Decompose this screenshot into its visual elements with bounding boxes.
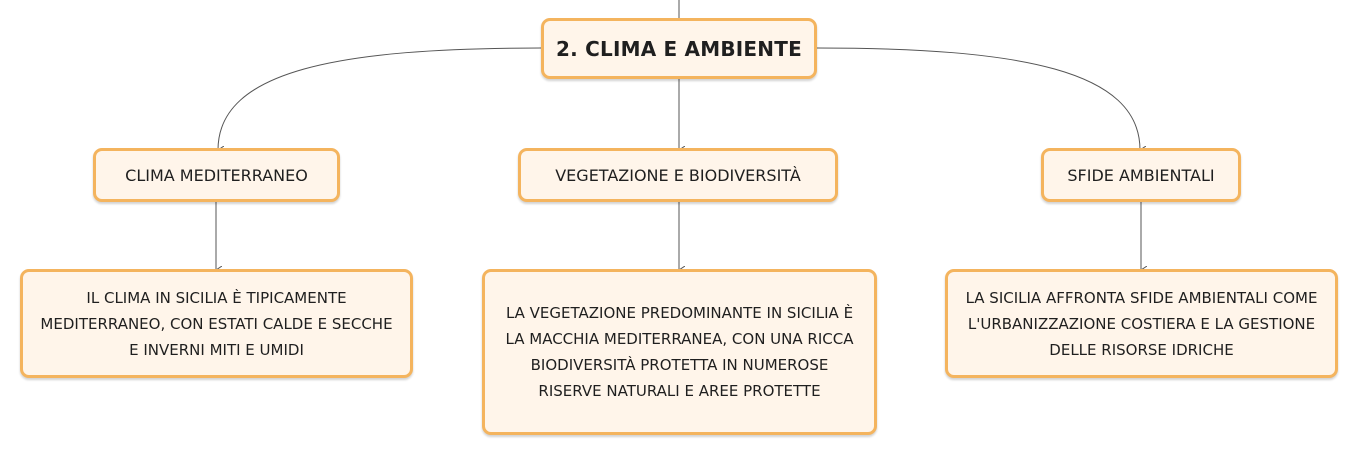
branch-node-label: SFIDE AMBIENTALI (1067, 165, 1215, 185)
detail-node-vegetazione[interactable] (482, 269, 877, 435)
detail-node-text: IL CLIMA IN SICILIA È TIPICAMENTE MEDITERRANEO, CON ESTATI CALDE E SECCHE E INVERNI MITI E UMIDI (40, 288, 393, 359)
detail-node-sfide[interactable] (945, 269, 1338, 378)
detail-node-text: LA VEGETAZIONE PREDOMINANTE IN SICILIA È LA MACCHIA MEDITERRANEA, CON UNA RICCA BIODIVERSITÀ PROTETTA IN NUMEROSE RISERVE NATURALI E AREE PROTETTE (505, 304, 854, 400)
root-node-label: 2. CLIMA E AMBIENTE (556, 36, 802, 61)
connector-root-to-clima (218, 48, 541, 150)
connector-root-to-sfide (817, 48, 1140, 150)
branch-node-clima-mediterraneo[interactable] (93, 148, 340, 202)
branch-node-sfide-ambientali[interactable] (1041, 148, 1241, 202)
branch-node-vegetazione-biodiversita[interactable] (518, 148, 838, 202)
detail-node-clima[interactable] (20, 269, 413, 378)
branch-node-label: CLIMA MEDITERRANEO (125, 165, 308, 185)
root-node[interactable] (541, 18, 817, 79)
detail-node-text: LA SICILIA AFFRONTA SFIDE AMBIENTALI COME L'URBANIZZAZIONE COSTIERA E LA GESTIONE DELLE RISORSE IDRICHE (965, 288, 1318, 359)
branch-node-label: VEGETAZIONE E BIODIVERSITÀ (555, 165, 801, 185)
